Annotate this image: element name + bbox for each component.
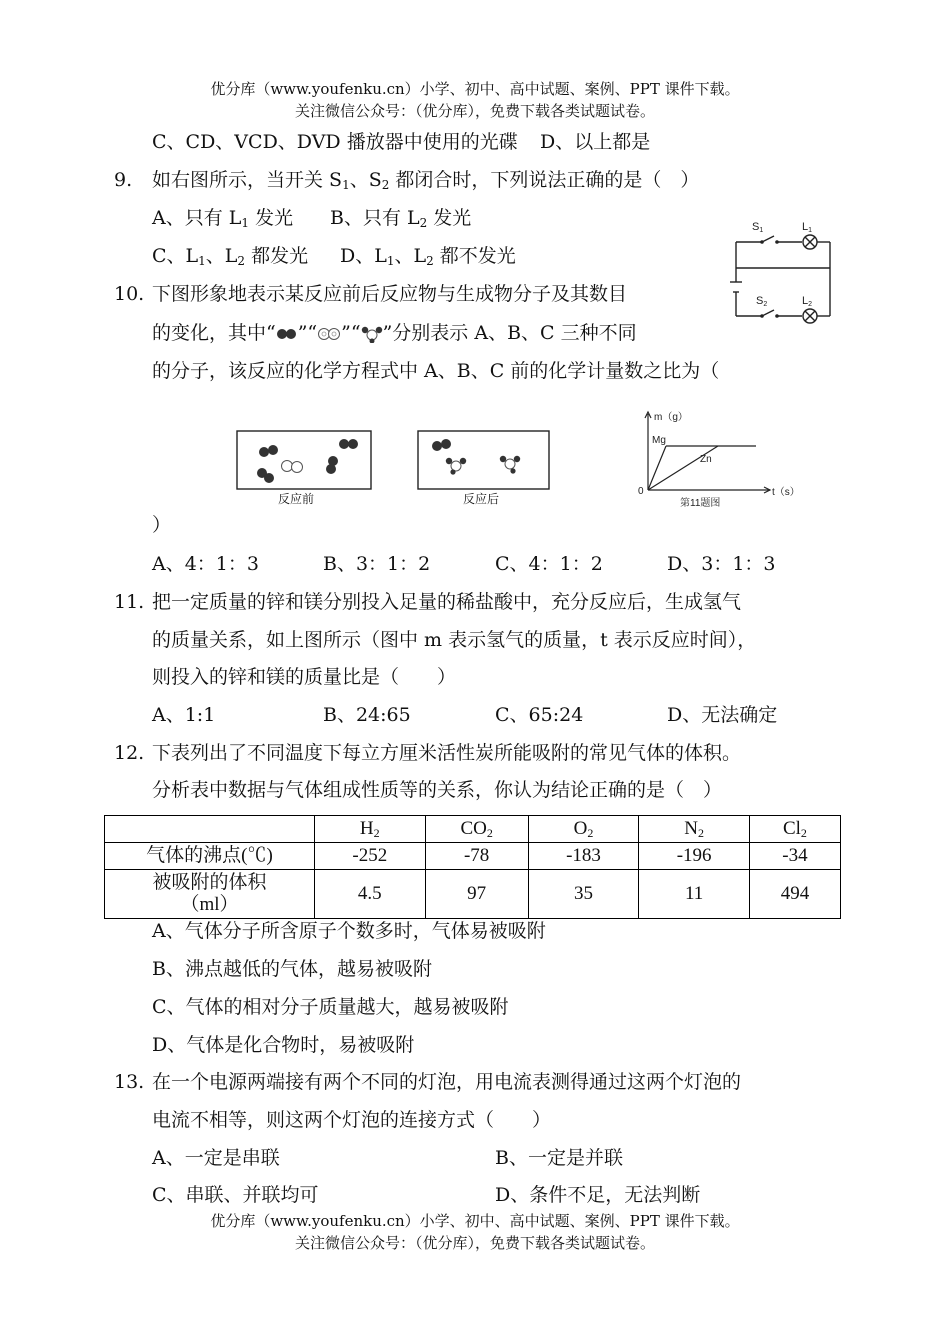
footer-line-2: 关注微信公众号：（优分库），免费下载各类试题试卷。 xyxy=(294,1234,655,1252)
q12-option-b: B、沸点越低的气体，越易被吸附 xyxy=(152,958,432,980)
table-header-n2: $N_2$ xyxy=(639,816,750,843)
circuit-label-s2: S2 xyxy=(756,295,768,308)
table-cell: -34 xyxy=(749,843,840,870)
table-cell: -183 xyxy=(528,843,639,870)
q9-option-c: C、$L_1$、$L_2$ 都发光 xyxy=(152,245,309,268)
q10-option-a: A、4：1：3 xyxy=(152,553,259,575)
q9-option-a: A、只有 $L_1$ 发光 xyxy=(152,207,294,230)
q10-line-3: 的分子，该反应的化学方程式中 A、B、C 前的化学计量数之比为（ xyxy=(152,360,720,382)
q13-number: 13. xyxy=(114,1071,145,1093)
zn-line xyxy=(648,446,718,490)
circuit-label-l2: L2 xyxy=(802,295,813,308)
q11-number: 11. xyxy=(114,591,145,613)
gas-adsorption-table xyxy=(104,815,841,919)
q9-option-d: D、$L_1$、$L_2$ 都不发光 xyxy=(340,245,516,268)
table-row-boiling-point xyxy=(105,843,841,870)
q8-option-d: D、以上都是 xyxy=(540,131,651,153)
table-cell: -78 xyxy=(425,843,528,870)
table-cell: 4.5 xyxy=(315,870,426,919)
header-line-2: 关注微信公众号：（优分库），免费下载各类试题试卷。 xyxy=(294,102,655,120)
q10-option-b: B、3：1：2 xyxy=(323,553,431,575)
reaction-after-box xyxy=(417,430,550,490)
q10-line-1: 下图形象地表示某反应前后反应物与生成物分子及其数目 xyxy=(152,283,628,305)
graph-caption: 第11题图 xyxy=(680,498,721,509)
q13-option-a: A、一定是串联 xyxy=(152,1147,280,1169)
q12-option-c: C、气体的相对分子质量越大，越易被吸附 xyxy=(152,996,509,1018)
graph-origin: 0 xyxy=(638,486,644,497)
q12-option-d: D、气体是化合物时，易被吸附 xyxy=(152,1034,415,1056)
q12-line-1: 下表列出了不同温度下每立方厘米活性炭所能吸附的常见气体的体积。 xyxy=(152,742,742,764)
table-header-co2: $CO_2$ xyxy=(425,816,528,843)
q11-option-d: D、无法确定 xyxy=(667,704,778,726)
footer-line-1: 优分库（www.youfenku.cn）小学、初中、高中试题、案例、PPT 课件下载。 xyxy=(210,1212,740,1230)
q11-line-1: 把一定质量的锌和镁分别投入足量的稀盐酸中，充分反应后，生成氢气 xyxy=(152,591,742,613)
q11-line-2: 的质量关系，如上图所示（图中 m 表示氢气的质量，t 表示反应时间）， xyxy=(152,629,757,651)
table-corner-cell xyxy=(105,816,315,843)
label-before-reaction: 反应前 xyxy=(278,492,315,506)
q12-option-a: A、气体分子所含原子个数多时，气体易被吸附 xyxy=(152,920,546,942)
q11-line-3: 则投入的锌和镁的质量比是（ ） xyxy=(152,666,457,688)
table-cell: 35 xyxy=(528,870,639,919)
molecule-b-icon xyxy=(317,327,341,341)
q8-option-c: C、CD、VCD、DVD 播放器中使用的光碟 xyxy=(152,131,518,153)
row-label-adsorbed-volume: 被吸附的体积 （ml） xyxy=(105,870,315,919)
circuit-label-l1: L1 xyxy=(802,221,813,234)
hydrogen-mass-graph xyxy=(632,408,807,514)
q13-option-b: B、一定是并联 xyxy=(495,1147,623,1169)
q12-line-2: 分析表中数据与气体组成性质等的关系，你认为结论正确的是（ ） xyxy=(152,779,723,801)
mg-line xyxy=(648,446,666,490)
q10-option-c: C、4：1：2 xyxy=(495,553,603,575)
q12-number: 12. xyxy=(114,742,145,764)
q13-option-d: D、条件不足，无法判断 xyxy=(495,1184,701,1206)
table-cell: 494 xyxy=(749,870,840,919)
q10-line-2: 的变化，其中“ ”“ ”“ ”分别表示 A、B、C 三种不同 xyxy=(152,322,637,344)
q11-option-b: B、24:65 xyxy=(323,704,411,726)
q10-option-d: D、3：1：3 xyxy=(667,553,776,575)
circuit-label-s1: S1 xyxy=(752,221,764,234)
q9-stem: 如右图所示，当开关 $S_1$、$S_2$ 都闭合时，下列说法正确的是（ ） xyxy=(152,169,700,192)
q10-number: 10. xyxy=(114,283,145,305)
q10-line-4: ） xyxy=(152,514,172,536)
q13-line-2: 电流不相等，则这两个灯泡的连接方式（ ） xyxy=(152,1109,552,1131)
q11-option-c: C、65:24 xyxy=(495,704,584,726)
table-header-row xyxy=(105,816,841,843)
row-label-boiling-point: 气体的沸点(℃) xyxy=(105,843,315,870)
table-header-cl2: $Cl_2$ xyxy=(749,816,840,843)
label-after-reaction: 反应后 xyxy=(463,492,500,506)
q9-number: 9. xyxy=(114,169,133,191)
molecule-a-icon xyxy=(276,327,298,341)
q9-option-b: B、只有 $L_2$ 发光 xyxy=(330,207,472,230)
table-cell: 97 xyxy=(425,870,528,919)
table-cell: 11 xyxy=(639,870,750,919)
table-header-o2: $O_2$ xyxy=(528,816,639,843)
molecule-c-icon xyxy=(361,325,383,343)
reaction-before-box xyxy=(236,430,372,490)
graph-ylabel: m（g） xyxy=(654,412,688,423)
table-row-adsorbed-volume xyxy=(105,870,841,919)
graph-label-zn: Zn xyxy=(700,454,712,465)
table-header-h2: $H_2$ xyxy=(315,816,426,843)
q13-option-c: C、串联、并联均可 xyxy=(152,1184,319,1206)
graph-label-mg: Mg xyxy=(652,435,666,446)
header-line-1: 优分库（www.youfenku.cn）小学、初中、高中试题、案例、PPT 课件下载。 xyxy=(210,80,740,98)
table-cell: -196 xyxy=(639,843,750,870)
graph-xlabel: t（s） xyxy=(772,487,800,498)
q13-line-1: 在一个电源两端接有两个不同的灯泡，用电流表测得通过这两个灯泡的 xyxy=(152,1071,742,1093)
circuit-diagram xyxy=(722,212,842,330)
table-cell: -252 xyxy=(315,843,426,870)
q11-option-a: A、1:1 xyxy=(152,704,216,726)
